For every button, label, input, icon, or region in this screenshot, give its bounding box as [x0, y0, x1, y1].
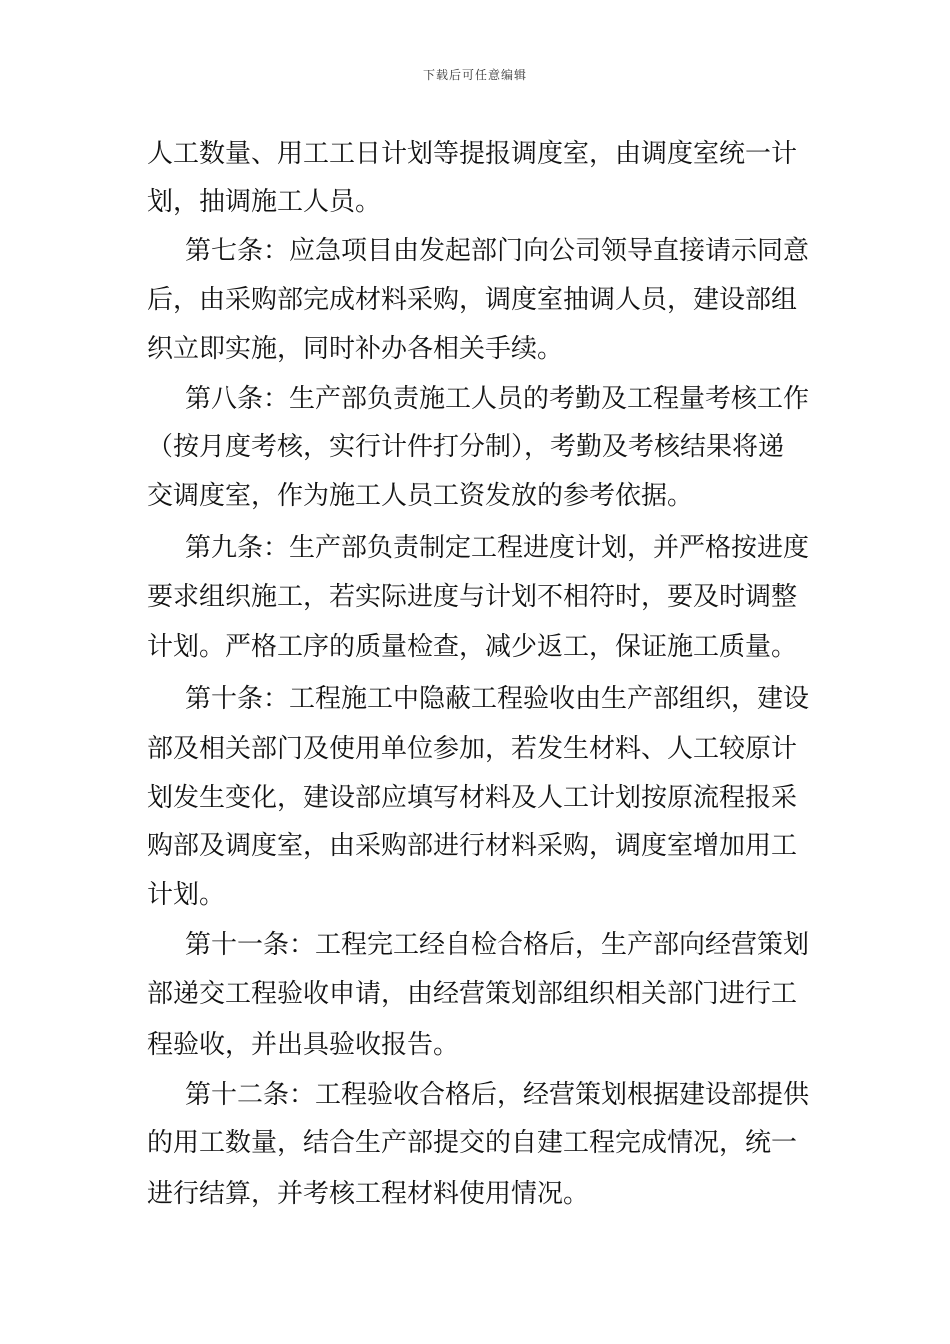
text-line: 第九条：生产部负责制定工程进度计划，并严格按进度: [185, 533, 810, 563]
text-line: 交调度室，作为施工人员工资发放的参考依据。: [147, 481, 694, 511]
text-line: 第十一条：工程完工经自检合格后，生产部向经营策划: [185, 930, 810, 960]
text-line: 人工数量、用工工日计划等提报调度室，由调度室统一计: [147, 139, 798, 169]
text-line: 部递交工程验收申请，由经营策划部组织相关部门进行工: [147, 979, 798, 1009]
text-line: 划，抽调施工人员。: [147, 187, 382, 217]
text-line: 第十二条：工程验收合格后，经营策划根据建设部提供: [185, 1080, 810, 1110]
text-line: 计划。: [147, 880, 226, 910]
page-header: 下载后可任意编辑: [422, 68, 527, 82]
text-line: 购部及调度室，由采购部进行材料采购，调度室增加用工: [147, 831, 798, 861]
text-line: 程验收，并出具验收报告。: [147, 1030, 460, 1060]
text-line: 第七条：应急项目由发起部门向公司领导直接请示同意: [185, 236, 810, 266]
text-line: 计划。严格工序的质量检查，减少返工，保证施工质量。: [147, 632, 798, 662]
text-line: 部及相关部门及使用单位参加，若发生材料、人工较原计: [147, 734, 798, 764]
text-line: 划发生变化，建设部应填写材料及人工计划按原流程报采: [147, 783, 798, 813]
text-line: 进行结算，并考核工程材料使用情况。: [147, 1179, 590, 1209]
text-line: 后，由采购部完成材料采购，调度室抽调人员，建设部组: [147, 285, 798, 315]
text-line: 要求组织施工，若实际进度与计划不相符时，要及时调整: [147, 582, 798, 612]
text-line: 的用工数量，结合生产部提交的自建工程完成情况，统一: [147, 1128, 798, 1158]
text-line: 织立即实施，同时补办各相关手续。: [147, 334, 564, 364]
text-line: （按月度考核，实行计件打分制），考勤及考核结果将递: [147, 432, 785, 462]
text-line: 第十条：工程施工中隐蔽工程验收由生产部组织，建设: [185, 684, 810, 714]
text-line: 第八条：生产部负责施工人员的考勤及工程量考核工作: [185, 384, 810, 414]
